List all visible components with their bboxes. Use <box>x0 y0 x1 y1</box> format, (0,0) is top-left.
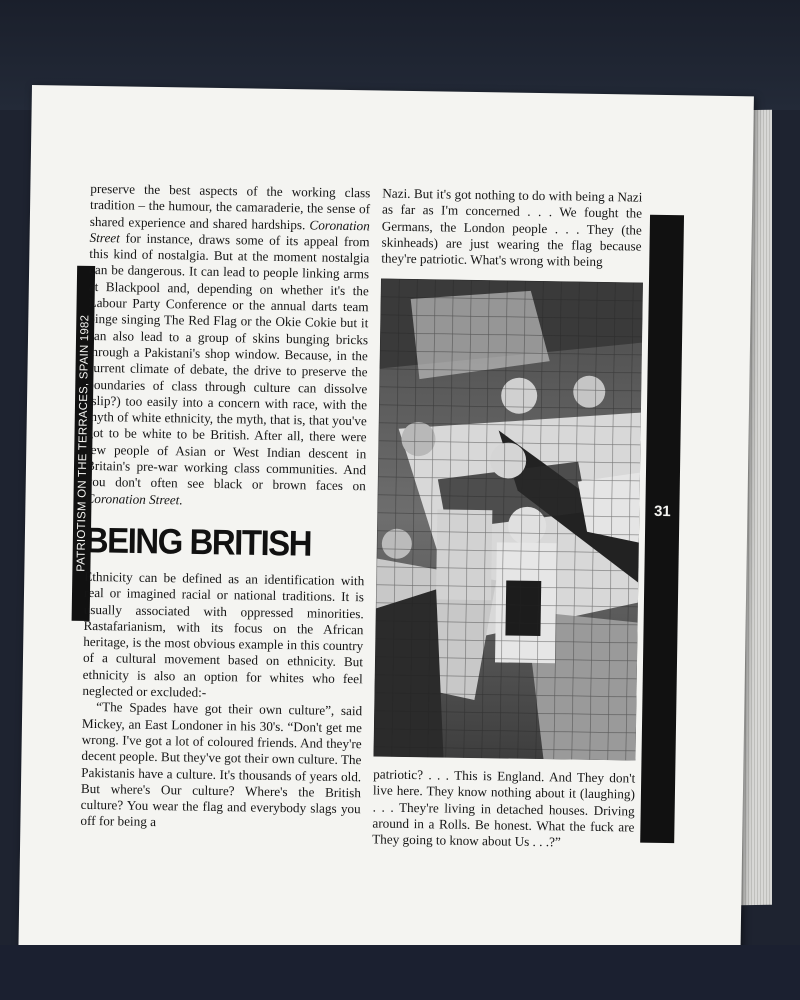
right-column-bottom <box>372 766 635 852</box>
crowd-photo-illustration <box>373 279 642 761</box>
background-bottom <box>0 945 800 1000</box>
paragraph-nostalgia: preserve the best aspects of the working class tradition – the humour, the camaraderie, the sense of shared experience and shared hardships. Coronation Street for instance, draws some of its appeal from this kind of nostalgia. But at the moment nostalgia can be dangerous. It can lead to people linking arms at Blackpool and, depending on whether it's the Labour Party Conference or the annual darts team binge singing The Red Flag or the Okie Cokie but it can also lead to a group of skins bunging bricks through a Pakistani's shop window. Because, in the current climate of debate, the drive to preserve the boundaries of class through culture can dissolve (slip?) too easily into a concern with race, with the myth of white ethnicity, the myth, that is, that you've got to be white to be British. After all, there were few people of Asian or West Indian descent in Britain's pre-war working class communities. And you don't often see black or brown faces on Coronation Street. <box>85 180 371 508</box>
paragraph-ethnicity: Ethnicity can be defined as an identification with real or imagined racial or national traditions. It is usually associated with oppressed minorities. Rastafarianism, with its focus on the African heritage, is the most obvious example in this country of a cultural movement based on ethnicity. But ethnicity is also an option for whites who feel neglected or excluded:- <box>82 568 365 700</box>
paragraph-quote-continued: Nazi. But it's got nothing to do with being a Nazi as far as I'm concerned . . . We fought the Germans, the London people . . . They (the skinheads) are just wearing the flag because they're patriotic. What's wrong with being <box>381 185 643 270</box>
crowd-photo <box>373 279 642 761</box>
page-number: 31 <box>653 502 671 521</box>
vertical-photo-caption: PATRIOTISM ON THE TERRACES, SPAIN 1982 <box>72 266 96 621</box>
left-column <box>80 181 370 834</box>
paragraph-quote-ending: patriotic? . . . This is England. And They don't live here. They know nothing about it (laughing) . . . They're living in detached houses. Driving around in a Rolls. Be honest. What the fuck are They going to know about Us . . .?” <box>372 766 636 850</box>
paragraph-quote: “The Spades have got their own culture”, said Mickey, an East Londoner in his 30's. “Don't get me wrong. I've got a lot of coloured friends. And they're decent people. But they've got their own culture. The Pakistanis have a culture. It's thousands of years old. But where's Our culture? Where's the British culture? You wear the flag and everybody slags you off for being a <box>80 699 363 830</box>
book-page <box>18 85 754 966</box>
section-heading: BEING BRITISH <box>84 519 312 564</box>
black-side-bar <box>640 215 684 843</box>
right-column-top <box>381 186 642 272</box>
